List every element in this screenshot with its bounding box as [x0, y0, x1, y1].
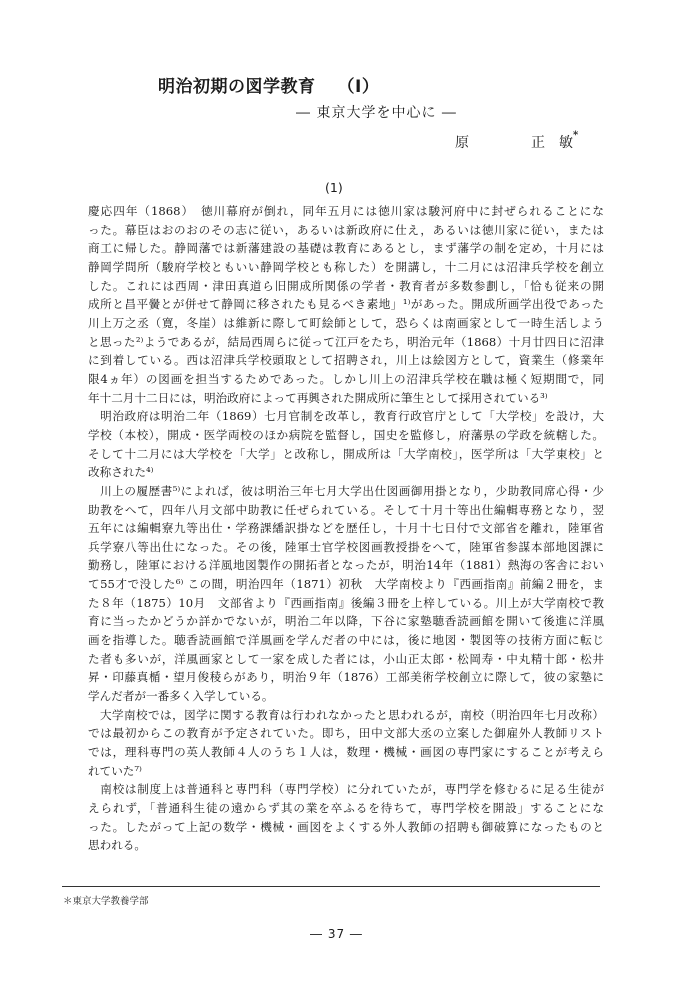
- section-number: (1): [325, 180, 343, 195]
- body-line: に到着している。西は沼津兵学校頭取として招聘され，川上は絵図方として，資業生（修業年: [88, 353, 604, 368]
- body-text: [88, 202, 604, 855]
- body-line: そして十二月には大学校を「大学」と改称し，開成所は「大学南校」，医学所は「大学東校」と: [88, 446, 604, 461]
- body-line: 年十二月十二日には，明治政府によって再興された開成所に筆生として採用されている³⁾: [88, 390, 548, 405]
- body-line: 明治政府は明治二年（1869）七月官制を改革し，教育行政官庁として「大学校」を設け，大: [88, 409, 604, 424]
- body-line: った。幕臣はおのおのその志に従い，あるいは新政府に仕え，あるいは徳川家に従い，または: [88, 222, 604, 237]
- body-line: た８年（1875）10月 文部省より『西画指南』後編３冊を上梓している。川上が大学南校で教: [88, 595, 604, 610]
- body-line: 昇・印藤真楯・望月俊稜らがあり，明治９年（1876）工部美術学校創立に際して，彼の家塾に: [88, 670, 604, 685]
- body-line: 兵学寮八等出仕になった。その後，陸軍士官学校図画教授掛をへて，陸軍省参謀本部地図課に: [88, 539, 604, 554]
- page-number: ― 37 ―: [310, 927, 363, 941]
- body-line: と思った²⁾ようであるが，結局西周らに従って江戸をたち，明治元年（1868）十月廿四日に沼津: [88, 334, 604, 349]
- body-line: 勤務し，陸軍における洋風地図製作の開拓者となったが，明治14年（1881）熱海の客舎におい: [88, 558, 604, 573]
- footnote-divider: [62, 886, 600, 887]
- body-line: 川上の履歴書⁵⁾によれば，彼は明治三年七月大学出仕図画御用掛となり，少助教同席心得・少: [88, 483, 604, 498]
- body-line: れていた⁷⁾: [88, 763, 142, 778]
- body-line: 商工に帰した。静岡藩では新藩建設の基礎は教育にあるとし，まず藩学の制を定め，十月には: [88, 241, 604, 256]
- body-line: 川上万之丞（寛，冬崖）は維新に際して町絵師として，恐らくは南画家として一時生活しよう: [88, 315, 604, 330]
- body-line: では，理科専門の英人教師４人のうち１人は，数理・機械・画図の専門家にすることが考えら: [88, 745, 604, 760]
- body-line: 五年には編輯寮九等出仕・学務課繙訳掛などを歴任し，十月十七日付で文部省を離れ，陸軍省: [88, 521, 604, 536]
- title-part-number: （Ⅰ）: [337, 77, 380, 97]
- body-line: 画を指導した。聴香読画館で洋風画を学んだ者の中には，後に地図・製図等の技術方面に転じ: [88, 633, 604, 648]
- body-line: では最初からこの教育が予定されていた。即ち，田中文部大丞の立案した御雇外人教師リスト: [88, 726, 604, 741]
- body-line: 慶応四年（1868） 徳川幕府が倒れ，同年五月には徳川家は駿河府中に封ぜられることにな: [88, 204, 604, 218]
- body-line: った。したがって上記の数学・機械・画図をよくする外人教師の招聘も御破算になったものと: [88, 819, 604, 834]
- body-line: た者も多いが，洋風画家として一家を成した者には，小山正太郎・松岡寿・中丸精十郎・松井: [88, 651, 604, 666]
- body-line: 思われる。: [88, 838, 146, 853]
- body-line: 改称された⁴⁾: [88, 465, 154, 480]
- affiliation-footnote: ＊東京大学教養学部: [63, 896, 149, 907]
- body-line: 成所と昌平黌とが併せて静岡に移されたも見るべき素地」¹⁾があった。開成所画学出役であった: [88, 297, 604, 312]
- title-text: 明治初期の図学教育: [158, 77, 316, 97]
- author-name: [455, 132, 578, 152]
- body-line: 南校は制度上は普通科と専門科（専門学校）に分れていたが，専門学を修むるに足る生徒が: [88, 782, 604, 797]
- author-family-name: 原: [455, 135, 469, 151]
- body-line: 育に当ったかどうか詳かでないが，明治二年以降，下谷に家塾聴香読画館を開いて後進に洋風: [88, 614, 604, 629]
- body-line: 静岡学問所（駿府学校ともいい静岡学校とも称した）を開講し，十二月には沼津兵学校を創立: [88, 259, 604, 274]
- body-line: 大学南校では，図学に関する教育は行われなかったと思われるが，南校（明治四年七月改称）: [88, 707, 604, 722]
- paper-title: [158, 72, 379, 97]
- body-line: 限4ヵ年）の図画を担当するためであった。しかし川上の沼津兵学校在職は極く短期間で，同: [88, 371, 604, 386]
- author-affiliation-mark: *: [573, 130, 579, 141]
- body-line: した。これには西周・津田真道ら旧開成所関係の学者・教育者が多数参劃し，「恰も従来の開: [88, 278, 604, 293]
- body-line: えられず，「普通科生徒の遠からず其の業を卒ふるを待ちて，専門学校を開設」することにな: [88, 801, 604, 815]
- author-given-name: 正 敏: [531, 135, 573, 151]
- body-line: 学校（本校），開成・医学両校のほか病院を監督し，国史を監修し，府藩県の学政を統轄した。: [88, 427, 604, 442]
- body-line: 学んだ者が一番多く入学している。: [88, 689, 274, 704]
- paper-subtitle: ― 東京大学を中心に ―: [296, 105, 457, 121]
- body-line: 助教をへて，四年八月文部中助教に任ぜられている。そして十月十等出仕編輯専務となり，翌: [88, 502, 604, 517]
- body-line: て55才で没した⁶⁾ この間，明治四年（1871）初秋 大学南校より『西画指南』前編２冊を，ま: [88, 577, 604, 592]
